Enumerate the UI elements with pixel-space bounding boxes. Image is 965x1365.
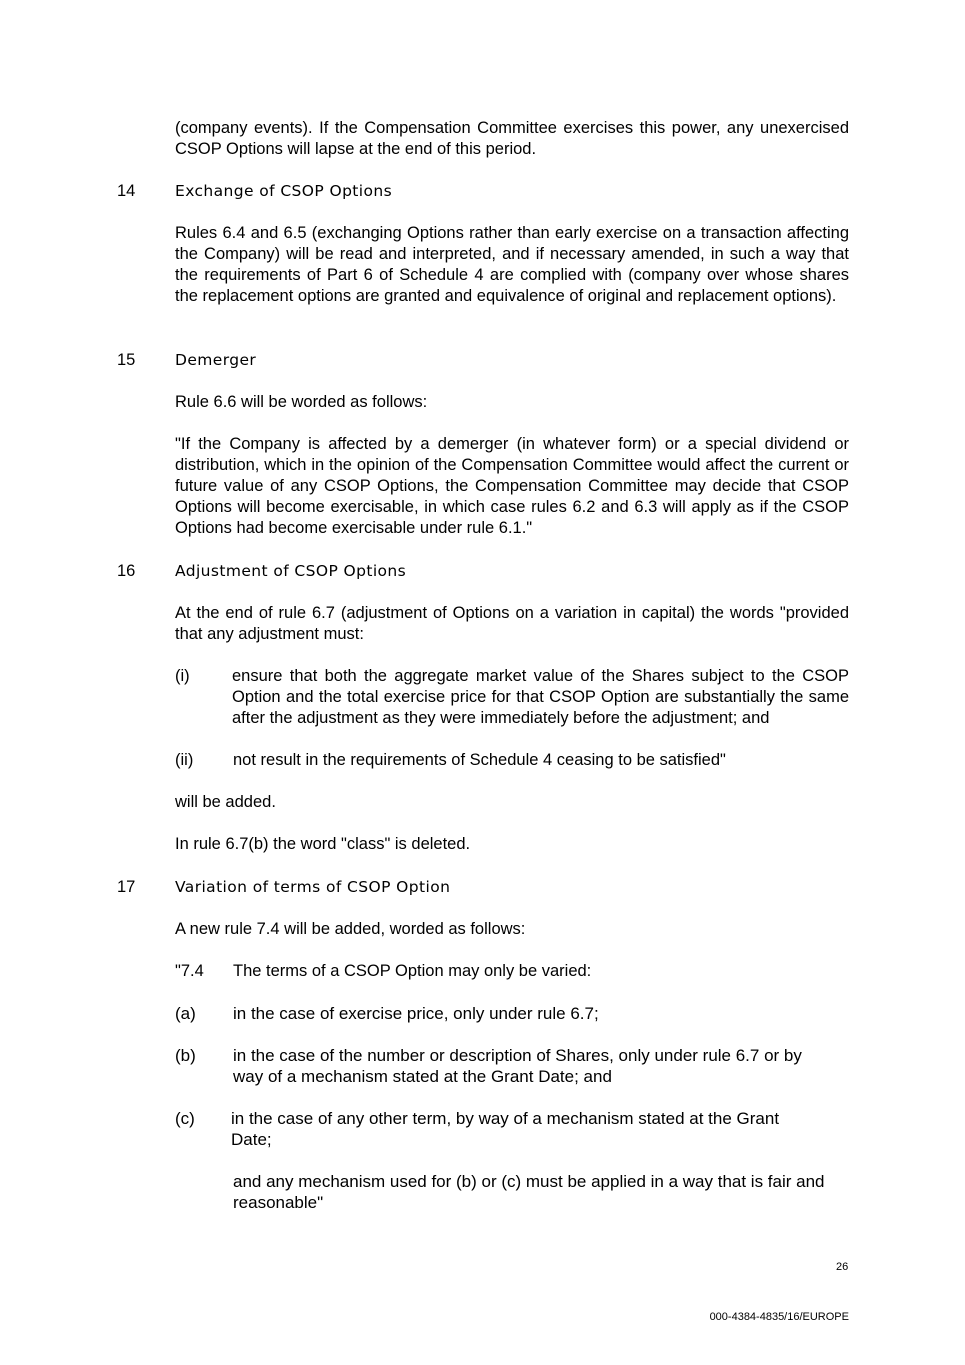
list-item-c-text: in the case of any other term, by way of a mechanism stated at the Grant Date; bbox=[231, 1109, 780, 1149]
section-16-paragraph-1: At the end of rule 6.7 (adjustment of Options on a variation in capital) the words "provided that any adjustment must: bbox=[175, 604, 849, 643]
list-item-ii-text: not result in the requirements of Schedule 4 ceasing to be satisfied" bbox=[233, 751, 726, 769]
section-16-paragraph-3: In rule 6.7(b) the word "class" is deleted. bbox=[175, 835, 471, 853]
section-16-number: 16 bbox=[117, 562, 136, 580]
intro-paragraph: (company events). If the Compensation Committee exercises this power, any unexercised CSOP Options will lapse at the end of this period. bbox=[175, 119, 849, 158]
section-17-closing: and any mechanism used for (b) or (c) must be applied in a way that is fair and reasonable" bbox=[233, 1172, 825, 1212]
section-14-paragraph: Rules 6.4 and 6.5 (exchanging Options rather than early exercise on a transaction affecting the Company) will be read and interpreted, and if necessary amended, in such a way that the requirements of Part 6 of Schedule 4 are complied with (company over whose shares the replacement options are granted and equivalence of original and replacement options). bbox=[175, 224, 849, 305]
list-item-a-text: in the case of exercise price, only under rule 6.7; bbox=[233, 1004, 599, 1023]
rule-7-4-text: The terms of a CSOP Option may only be varied: bbox=[233, 962, 592, 980]
list-item-i-marker: (i) bbox=[175, 667, 190, 685]
section-15-paragraph-1: Rule 6.6 will be worded as follows: bbox=[175, 393, 428, 411]
list-item-a-marker: (a) bbox=[175, 1004, 196, 1023]
list-item-b-text: in the case of the number or description of Shares, only under rule 6.7 or by way of a mechanism stated at the Grant Date; and bbox=[233, 1046, 802, 1086]
section-15-heading: Demerger bbox=[175, 351, 257, 369]
section-16-heading: Adjustment of CSOP Options bbox=[175, 562, 407, 580]
section-17-paragraph-1: A new rule 7.4 will be added, worded as follows: bbox=[175, 920, 526, 938]
list-item-b-marker: (b) bbox=[175, 1046, 196, 1065]
rule-7-4-marker: "7.4 bbox=[175, 962, 204, 980]
list-item-ii-marker: (ii) bbox=[175, 751, 194, 769]
section-14-heading: Exchange of CSOP Options bbox=[175, 182, 393, 200]
section-17-number: 17 bbox=[117, 878, 136, 896]
section-14-number: 14 bbox=[117, 182, 136, 200]
section-17-heading: Variation of terms of CSOP Option bbox=[175, 878, 451, 896]
list-item-c-marker: (c) bbox=[175, 1109, 195, 1128]
section-16-paragraph-2: will be added. bbox=[175, 793, 276, 811]
section-15-number: 15 bbox=[117, 351, 136, 369]
page-number: 26 bbox=[836, 1261, 849, 1273]
list-item-i-text: ensure that both the aggregate market value of the Shares subject to the CSOP Option and the total exercise price for that CSOP Option are substantially the same after the adjustment as they were immediately before the adjustment; and bbox=[232, 667, 849, 727]
section-15-paragraph-2: "If the Company is affected by a demerger (in whatever form) or a special dividend or distribution, which in the opinion of the Compensation Committee would affect the current or future value of any CSOP Options, the Compensation Committee may decide that CSOP Options will become exercisable, in which case rules 6.2 and 6.3 will apply as if the CSOP Options had become exercisable under rule 6.1." bbox=[175, 435, 849, 537]
document-reference: 000-4384-4835/16/EUROPE bbox=[709, 1311, 849, 1323]
